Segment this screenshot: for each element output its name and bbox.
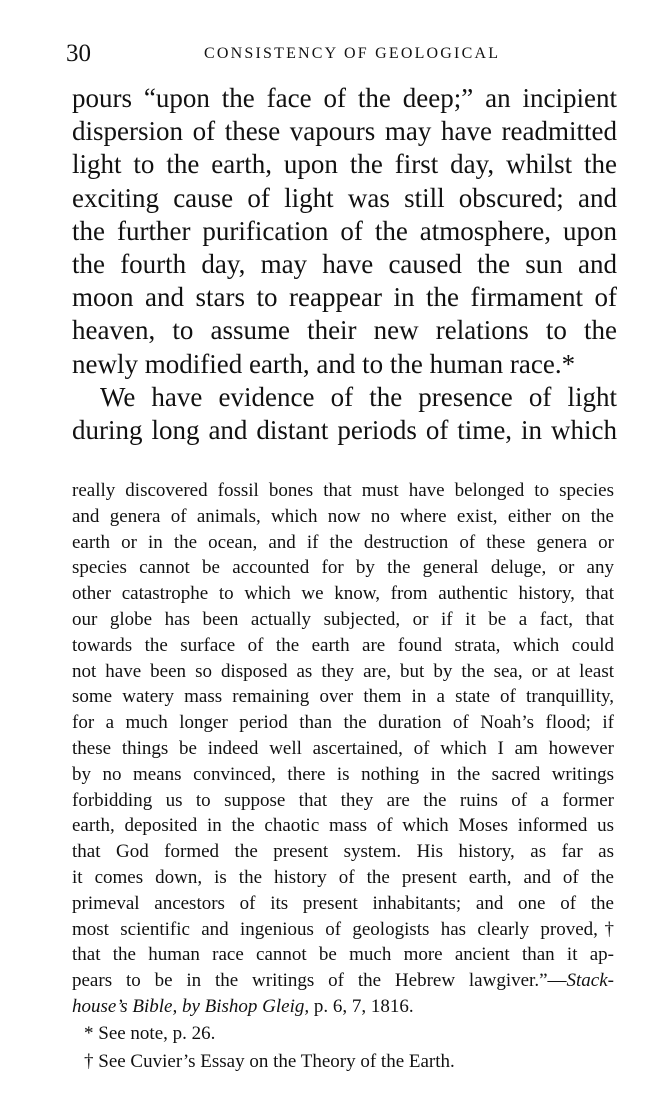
footnote-line: these things be indeed well ascertained, of which I am however	[72, 737, 614, 759]
footnote-line: that God formed the present system. His history, as far as	[72, 841, 614, 863]
footnote-line-text: pears to be in the writings of the Hebrew lawgiver.”—	[72, 970, 567, 992]
footnote-line: really discovered fossil bones that must have belonged to species	[72, 480, 614, 501]
text-line: the fourth day, may have caused the sun and	[72, 249, 617, 280]
citation-italic: Stack-	[566, 970, 614, 992]
text-line: moon and stars to reappear in the firmament of	[72, 282, 617, 313]
text-line: heaven, to assume their new relations to the	[72, 315, 617, 346]
main-text	[72, 82, 617, 447]
footnote-line: it comes down, is the history of the present earth, and of the	[72, 866, 614, 888]
page-number: 30	[66, 40, 91, 67]
footnote-line: for a much longer period than the duration of Noah’s flood; if	[72, 712, 614, 734]
citation-source: house’s Bible, by Bishop Gleig,	[72, 995, 310, 1017]
note-dagger: † See Cuvier’s Essay on the Theory of the Earth.	[84, 1050, 455, 1072]
footnote-line: that the human race cannot be much more ancient than it ap-	[72, 944, 614, 966]
text-line: dispersion of these vapours may have readmitted	[72, 116, 617, 147]
footnote-line: not have been so disposed as they are, but by the sea, or at least	[72, 660, 614, 682]
running-title: CONSISTENCY OF GEOLOGICAL	[204, 45, 501, 62]
text-line: newly modified earth, and to the human race.*	[72, 348, 576, 379]
text-line: light to the earth, upon the first day, whilst the	[72, 149, 617, 180]
citation-pages: p. 6, 7, 1816.	[309, 995, 414, 1017]
running-head	[66, 40, 626, 70]
footnote-line: and genera of animals, which now no where exist, either on the	[72, 505, 614, 527]
footnote-line: earth, deposited in the chaotic mass of which Moses informed us	[72, 815, 614, 837]
note-asterisk: * See note, p. 26.	[84, 1022, 216, 1044]
footnote-line: primeval ancestors of its present inhabitants; and one of the	[72, 892, 614, 914]
footnote-line: forbidding us to suppose that they are the ruins of a former	[72, 789, 614, 811]
footnote-line: earth or in the ocean, and if the destruction of these genera or	[72, 531, 614, 553]
footnote-line: other catastrophe to which we know, from authentic history, that	[72, 583, 614, 605]
text-line: exciting cause of light was still obscured; and	[72, 182, 617, 213]
footnote-continuation	[72, 478, 614, 1076]
footnote-line-with-citation	[72, 968, 614, 994]
footnote-line: most scientific and ingenious of geologists has clearly proved,†	[72, 918, 614, 940]
text-line: We have evidence of the presence of light	[100, 381, 617, 412]
citation-line	[72, 994, 614, 1020]
text-line: pours “upon the face of the deep;” an incipient	[72, 83, 617, 113]
text-line: the further purification of the atmosphere, upon	[72, 215, 617, 246]
footnote-line: some watery mass remaining over them in a state of tranquillity,	[72, 686, 614, 708]
footnote-line: towards the surface of the earth are found strata, which could	[72, 634, 614, 656]
footnote-line: by no means convinced, there is nothing in the sacred writings	[72, 763, 614, 785]
footnote-line: species cannot be accounted for by the general deluge, or any	[72, 557, 614, 579]
text-line: during long and distant periods of time, in which	[72, 415, 617, 446]
footnote-line: our globe has been actually subjected, or if it be a fact, that	[72, 608, 614, 630]
